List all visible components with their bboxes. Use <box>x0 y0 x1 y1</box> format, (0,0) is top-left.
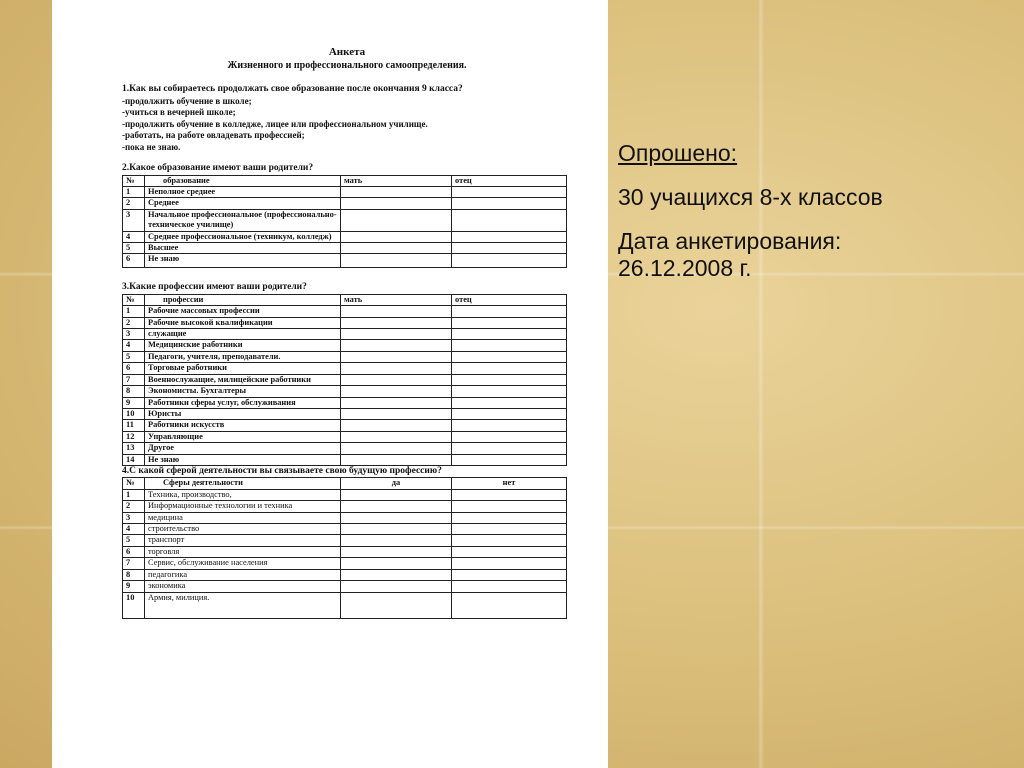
row-number: 4 <box>123 231 145 242</box>
row-label: Не знаю <box>145 254 341 268</box>
answer-cell <box>341 546 452 557</box>
answer-cell <box>452 351 567 362</box>
questionnaire <box>122 46 572 619</box>
row-number: 8 <box>123 386 145 397</box>
table-row <box>123 592 567 618</box>
row-label: Информационные технологии и техника <box>145 501 341 512</box>
table-row <box>123 524 567 535</box>
question-1-option: -продолжить обучение в школе; <box>122 95 252 106</box>
header-education: образование <box>145 175 341 186</box>
spheres-table <box>122 477 567 618</box>
surveyed-value: 30 учащихся 8-х классов <box>618 184 883 210</box>
row-label: Работники искусств <box>145 420 341 431</box>
answer-cell <box>452 454 567 465</box>
question-1 <box>122 84 572 153</box>
answer-cell <box>452 501 567 512</box>
answer-cell <box>452 524 567 535</box>
row-number: 6 <box>123 546 145 557</box>
answer-cell <box>452 317 567 328</box>
header-number: № <box>123 478 145 489</box>
answer-cell <box>452 209 567 231</box>
table-row <box>123 363 567 374</box>
answer-cell <box>452 569 567 580</box>
table-row <box>123 546 567 557</box>
table-row <box>123 231 567 242</box>
answer-cell <box>341 198 452 209</box>
answer-cell <box>452 397 567 408</box>
answer-cell <box>341 489 452 500</box>
answer-cell <box>452 408 567 419</box>
answer-cell <box>452 581 567 592</box>
table-row <box>123 317 567 328</box>
row-number: 10 <box>123 408 145 419</box>
question-1-option: -работать, на работе овладевать профессией; <box>122 130 305 140</box>
header-no: нет <box>452 478 567 489</box>
answer-cell <box>452 231 567 242</box>
date-value: 26.12.2008 г. <box>618 255 752 281</box>
row-number: 5 <box>123 535 145 546</box>
answer-cell <box>341 443 452 454</box>
row-label: медицина <box>145 512 341 523</box>
table-row <box>123 198 567 209</box>
question-3-text: 3.Какие профессии имеют ваши родители? <box>122 282 307 293</box>
answer-cell <box>341 231 452 242</box>
education-table <box>122 175 567 269</box>
answer-cell <box>341 306 452 317</box>
header-yes: да <box>341 478 452 489</box>
table-row <box>123 329 567 340</box>
answer-cell <box>452 443 567 454</box>
answer-cell <box>341 524 452 535</box>
answer-cell <box>341 454 452 465</box>
row-number: 7 <box>123 374 145 385</box>
table-header-row <box>123 478 567 489</box>
table-row <box>123 420 567 431</box>
answer-cell <box>452 198 567 209</box>
answer-cell <box>341 209 452 231</box>
answer-cell <box>452 546 567 557</box>
answer-cell <box>341 420 452 431</box>
table-row <box>123 306 567 317</box>
question-1-option: -учиться в вечерней школе; <box>122 107 236 117</box>
table-row <box>123 454 567 465</box>
scanned-questionnaire-sheet <box>52 0 608 768</box>
table-row <box>123 443 567 454</box>
table-row <box>123 374 567 385</box>
header-mother: мать <box>341 175 452 186</box>
row-number: 4 <box>123 524 145 535</box>
answer-cell <box>452 558 567 569</box>
row-label: Техника, производство, <box>145 489 341 500</box>
answer-cell <box>452 535 567 546</box>
answer-cell <box>341 351 452 362</box>
row-label: Управляющие <box>145 431 341 442</box>
row-label: Работники сферы услуг, обслуживания <box>145 397 341 408</box>
table-row <box>123 512 567 523</box>
answer-cell <box>452 489 567 500</box>
answer-cell <box>452 512 567 523</box>
row-label: Среднее профессиональное (техникум, колледж) <box>145 231 341 242</box>
question-1-option: -пока не знаю. <box>122 141 181 152</box>
answer-cell <box>341 340 452 351</box>
row-label: транспорт <box>145 535 341 546</box>
row-number: 2 <box>123 198 145 209</box>
row-label: Высшее <box>145 242 341 253</box>
header-father: отец <box>452 175 567 186</box>
table-row <box>123 340 567 351</box>
table-row <box>123 501 567 512</box>
question-1-option: -продолжить обучение в колледже, лицее или профессиональном училище. <box>122 118 428 129</box>
answer-cell <box>452 306 567 317</box>
row-label: Сервис, обслуживание населения <box>145 558 341 569</box>
table-row <box>123 242 567 253</box>
table-row <box>123 386 567 397</box>
answer-cell <box>341 374 452 385</box>
row-number: 6 <box>123 363 145 374</box>
question-4-text: 4.С какой сферой деятельности вы связываете свою будущую профессию? <box>122 465 442 476</box>
table-row <box>123 558 567 569</box>
header-spheres: Сферы деятельности <box>145 478 341 489</box>
row-label: Неполное среднее <box>145 186 341 197</box>
answer-cell <box>341 558 452 569</box>
question-2-text: 2.Какое образование имеют ваши родители? <box>122 163 314 173</box>
answer-cell <box>341 186 452 197</box>
questionnaire-subtitle: Жизненного и профессионального самоопределения. <box>227 60 467 71</box>
row-number: 9 <box>123 581 145 592</box>
header-number: № <box>123 294 145 305</box>
row-number: 5 <box>123 351 145 362</box>
row-label: Не знаю <box>145 454 341 465</box>
row-label: Педагоги, учителя, преподаватели. <box>145 351 341 362</box>
table-row <box>123 489 567 500</box>
answer-cell <box>341 254 452 268</box>
row-number: 7 <box>123 558 145 569</box>
row-label: Медицинские работники <box>145 340 341 351</box>
answer-cell <box>452 431 567 442</box>
survey-info <box>618 140 998 282</box>
answer-cell <box>341 431 452 442</box>
row-label: Среднее <box>145 198 341 209</box>
answer-cell <box>452 329 567 340</box>
row-label: Экономисты. Бухгалтеры <box>145 386 341 397</box>
row-label: Рабочие высокой квалификации <box>145 317 341 328</box>
answer-cell <box>452 242 567 253</box>
table-row <box>123 581 567 592</box>
answer-cell <box>341 242 452 253</box>
table-header-row <box>123 294 567 305</box>
row-label: Начальное профессиональное (профессионально-техническое училище) <box>145 209 341 231</box>
date-label: Дата анкетирования: <box>618 228 842 254</box>
table-row <box>123 569 567 580</box>
row-number: 10 <box>123 592 145 618</box>
answer-cell <box>341 581 452 592</box>
row-label: Другое <box>145 443 341 454</box>
row-number: 6 <box>123 254 145 268</box>
row-number: 3 <box>123 512 145 523</box>
row-number: 2 <box>123 317 145 328</box>
table-row <box>123 186 567 197</box>
row-number: 4 <box>123 340 145 351</box>
answer-cell <box>341 535 452 546</box>
table-row <box>123 351 567 362</box>
row-label: Торговые работники <box>145 363 341 374</box>
answer-cell <box>341 363 452 374</box>
row-number: 11 <box>123 420 145 431</box>
row-label: Юристы <box>145 408 341 419</box>
row-label: строительство <box>145 524 341 535</box>
row-number: 3 <box>123 329 145 340</box>
answer-cell <box>341 329 452 340</box>
answer-cell <box>452 374 567 385</box>
answer-cell <box>452 340 567 351</box>
answer-cell <box>452 186 567 197</box>
row-label: служащие <box>145 329 341 340</box>
row-number: 9 <box>123 397 145 408</box>
question-1-text: 1.Как вы собираетесь продолжать свое образование после окончания 9 класса? <box>122 84 463 94</box>
answer-cell <box>341 569 452 580</box>
answer-cell <box>341 408 452 419</box>
answer-cell <box>341 317 452 328</box>
answer-cell <box>341 397 452 408</box>
row-label: экономика <box>145 581 341 592</box>
professions-table <box>122 294 567 466</box>
table-row <box>123 431 567 442</box>
table-row <box>123 209 567 231</box>
header-father: отец <box>452 294 567 305</box>
row-label: педагогика <box>145 569 341 580</box>
row-number: 12 <box>123 431 145 442</box>
questionnaire-title: Анкета <box>328 46 366 58</box>
row-label: Рабочие массовых профессии <box>145 306 341 317</box>
answer-cell <box>341 501 452 512</box>
answer-cell <box>452 363 567 374</box>
header-number: № <box>123 175 145 186</box>
header-mother: мать <box>341 294 452 305</box>
answer-cell <box>341 386 452 397</box>
row-label: Военнослужащие, милицейские работники <box>145 374 341 385</box>
answer-cell <box>341 592 452 618</box>
header-professions: профессии <box>145 294 341 305</box>
row-label: Армия, милиция. <box>145 592 341 618</box>
answer-cell <box>452 254 567 268</box>
answer-cell <box>452 420 567 431</box>
table-row <box>123 535 567 546</box>
table-row <box>123 397 567 408</box>
answer-cell <box>452 386 567 397</box>
table-row <box>123 254 567 268</box>
row-number: 14 <box>123 454 145 465</box>
row-number: 8 <box>123 569 145 580</box>
answer-cell <box>341 512 452 523</box>
row-number: 1 <box>123 306 145 317</box>
row-number: 2 <box>123 501 145 512</box>
table-row <box>123 408 567 419</box>
row-number: 3 <box>123 209 145 231</box>
surveyed-label: Опрошено: <box>618 140 738 166</box>
row-label: торговля <box>145 546 341 557</box>
row-number: 13 <box>123 443 145 454</box>
row-number: 5 <box>123 242 145 253</box>
row-number: 1 <box>123 186 145 197</box>
answer-cell <box>452 592 567 618</box>
table-header-row <box>123 175 567 186</box>
row-number: 1 <box>123 489 145 500</box>
